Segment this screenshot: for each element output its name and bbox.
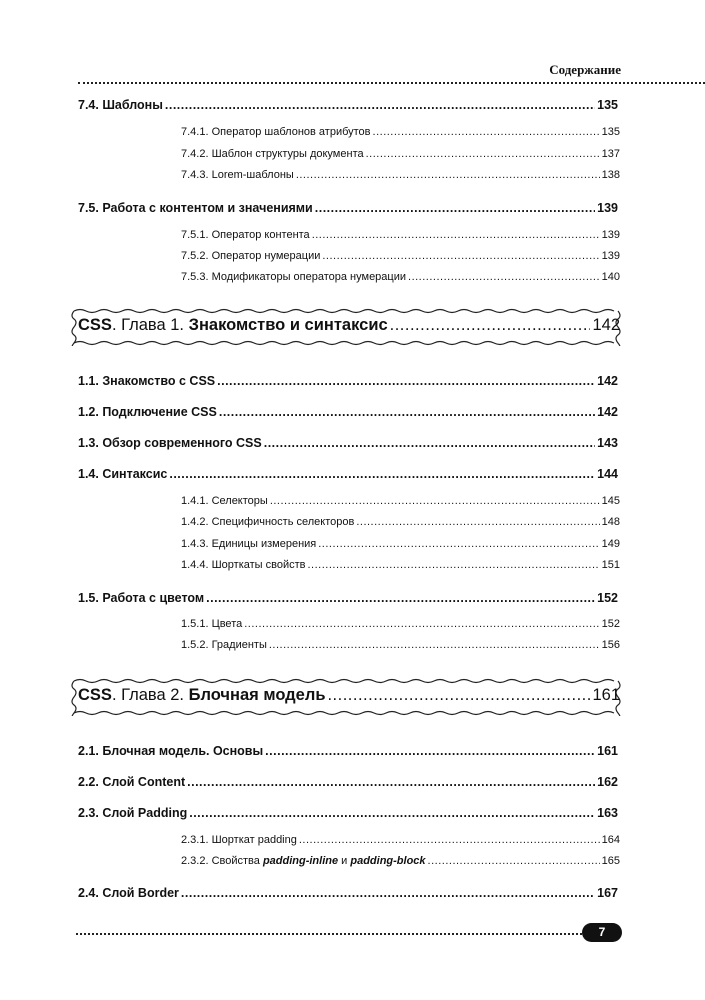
- chapter-title: Блочная модель: [188, 686, 326, 704]
- toc-entry-page: 142: [597, 374, 618, 388]
- toc-leader: [269, 639, 600, 651]
- toc-leader: [206, 591, 595, 605]
- page-number-badge: 7: [582, 923, 622, 942]
- toc-subentry-1-5-1[interactable]: [181, 618, 620, 630]
- toc-entry-page: 163: [597, 806, 618, 820]
- toc-subentry-title: 2.3.1. Шорткат padding: [181, 834, 297, 846]
- toc-subentry-1-4-4[interactable]: [181, 559, 620, 571]
- toc-entry-1-4[interactable]: [78, 467, 618, 481]
- toc-leader: [296, 169, 600, 181]
- toc-entry-page: 142: [597, 405, 618, 419]
- toc-entry-title: 7.4. Шаблоны: [78, 98, 163, 112]
- toc-subentry-page: 138: [601, 169, 620, 181]
- toc-subentry-page: 137: [601, 148, 620, 160]
- toc-entry-title: 7.5. Работа с контентом и значениями: [78, 201, 313, 215]
- toc-entry-title: 2.2. Слой Content: [78, 775, 186, 789]
- toc-entry-title: 1.5. Работа с цветом: [78, 591, 205, 605]
- toc-entry-page: 143: [597, 436, 618, 450]
- toc-subentry-2-3-2[interactable]: [181, 855, 620, 867]
- toc-entry-title: 1.4. Синтаксис: [78, 467, 168, 481]
- toc-leader: [299, 834, 600, 846]
- toc-entry-1-5[interactable]: [78, 591, 618, 605]
- toc-subentry-page: 148: [601, 516, 620, 528]
- toc-leader: [318, 538, 599, 550]
- toc-subentry-title: 1.5.1. Цвета: [181, 618, 243, 630]
- toc-subentry-page: 140: [601, 271, 620, 283]
- toc-leader: [219, 405, 595, 419]
- toc-subentry-7-5-3[interactable]: [181, 271, 620, 283]
- toc-entry-2-3[interactable]: [78, 806, 618, 820]
- toc-subentry-page: 164: [601, 834, 620, 846]
- chapter-label: . Глава 2.: [111, 686, 189, 704]
- toc-leader: [308, 559, 600, 571]
- toc-subentry-title: 7.4.2. Шаблон структуры документа: [181, 148, 364, 160]
- toc-subentry-title: 1.4.4. Шорткаты свойств: [181, 559, 306, 571]
- toc-subentry-page: 149: [601, 538, 620, 550]
- toc-leader: [373, 126, 600, 138]
- toc-subentry-page: 139: [601, 250, 620, 262]
- toc-subentry-title: 7.5.1. Оператор контента: [181, 229, 310, 241]
- toc-subentry-7-4-1[interactable]: [181, 126, 620, 138]
- toc-leader: [390, 316, 591, 335]
- toc-leader: [265, 744, 595, 758]
- toc-entry-page: 139: [597, 201, 618, 215]
- toc-entry-title: 1.3. Обзор современного CSS: [78, 436, 262, 450]
- toc-chapter-2[interactable]: [78, 686, 620, 705]
- chapter-lang: CSS: [78, 686, 112, 704]
- toc-subentry-title: 1.4.1. Селекторы: [181, 495, 268, 507]
- toc-entry-title: 2.1. Блочная модель. Основы: [78, 744, 264, 758]
- toc-leader: [187, 775, 595, 789]
- chapter-page: 161: [592, 686, 620, 704]
- toc-subentry-title: 7.5.2. Оператор нумерации: [181, 250, 321, 262]
- toc-subentry-7-4-3[interactable]: [181, 169, 620, 181]
- toc-subentry-7-5-2[interactable]: [181, 250, 620, 262]
- toc-subentry-title: [181, 855, 426, 867]
- toc-entry-title: 2.4. Слой Border: [78, 886, 179, 900]
- subentry-conjunction: и: [338, 855, 351, 867]
- toc-leader: [315, 201, 595, 215]
- toc-chapter-1[interactable]: [78, 316, 620, 335]
- toc-subentry-page: 156: [601, 639, 620, 651]
- property-name-padding-block: padding-block: [350, 855, 426, 867]
- toc-entry-7-4[interactable]: [78, 98, 618, 112]
- toc-entry-1-1[interactable]: [78, 374, 618, 388]
- property-name-padding-inline: padding-inline: [262, 855, 339, 867]
- toc-entry-title: 1.2. Подключение CSS: [78, 405, 217, 419]
- toc-leader: [322, 250, 599, 262]
- toc-entry-2-2[interactable]: [78, 775, 618, 789]
- chapter-title: Знакомство и синтаксис: [188, 316, 388, 334]
- chapter-lang: CSS: [78, 316, 112, 334]
- toc-entry-title: 1.1. Знакомство с CSS: [78, 374, 216, 388]
- toc-leader: [165, 98, 595, 112]
- toc-leader: [189, 806, 595, 820]
- toc-entry-page: 162: [597, 775, 618, 789]
- top-dotted-rule: [78, 82, 705, 84]
- running-head: Содержание: [549, 62, 621, 77]
- toc-subentry-1-4-2[interactable]: [181, 516, 620, 528]
- toc-subentry-2-3-1[interactable]: [181, 834, 620, 846]
- toc-subentry-7-4-2[interactable]: [181, 148, 620, 160]
- chapter-heading: [78, 686, 325, 705]
- toc-leader: [356, 516, 599, 528]
- toc-subentry-title: 7.4.1. Оператор шаблонов атрибутов: [181, 126, 371, 138]
- toc-subentry-7-5-1[interactable]: [181, 229, 620, 241]
- toc-entry-2-4[interactable]: [78, 886, 618, 900]
- subentry-prefix: 2.3.2. Свойства: [181, 855, 263, 867]
- chapter-label: . Глава 1.: [111, 316, 189, 334]
- toc-leader: [366, 148, 600, 160]
- toc-subentry-page: 165: [601, 855, 620, 867]
- chapter-page: 142: [592, 316, 620, 334]
- bottom-dotted-rule: [76, 933, 582, 935]
- toc-subentry-title: 1.5.2. Градиенты: [181, 639, 267, 651]
- toc-leader: [428, 855, 600, 867]
- toc-leader: [244, 618, 599, 630]
- toc-leader: [169, 467, 595, 481]
- toc-entry-page: 161: [597, 744, 618, 758]
- toc-subentry-title: 7.4.3. Lorem-шаблоны: [181, 169, 294, 181]
- toc-subentry-page: 135: [601, 126, 620, 138]
- toc-entry-page: 152: [597, 591, 618, 605]
- toc-entry-page: 167: [597, 886, 618, 900]
- toc-leader: [181, 886, 595, 900]
- toc-subentry-1-4-1[interactable]: [181, 495, 620, 507]
- toc-leader: [264, 436, 595, 450]
- toc-subentry-title: 1.4.3. Единицы измерения: [181, 538, 317, 550]
- toc-leader: [270, 495, 600, 507]
- toc-entry-7-5[interactable]: [78, 201, 618, 215]
- toc-entry-title: 2.3. Слой Padding: [78, 806, 188, 820]
- toc-leader: [217, 374, 595, 388]
- chapter-heading: [78, 316, 388, 335]
- toc-subentry-1-5-2[interactable]: [181, 639, 620, 651]
- toc-entry-1-2[interactable]: [78, 405, 618, 419]
- toc-leader: [312, 229, 600, 241]
- toc-entry-page: 135: [597, 98, 618, 112]
- toc-entry-page: 144: [597, 467, 618, 481]
- toc-leader: [327, 686, 590, 705]
- toc-subentry-1-4-3[interactable]: [181, 538, 620, 550]
- toc-subentry-title: 1.4.2. Специфичность селекторов: [181, 516, 355, 528]
- toc-subentry-title: 7.5.3. Модификаторы оператора нумерации: [181, 271, 407, 283]
- toc-subentry-page: 152: [601, 618, 620, 630]
- toc-leader: [408, 271, 600, 283]
- toc-entry-2-1[interactable]: [78, 744, 618, 758]
- toc-subentry-page: 145: [601, 495, 620, 507]
- toc-subentry-page: 139: [601, 229, 620, 241]
- toc-subentry-page: 151: [601, 559, 620, 571]
- toc-entry-1-3[interactable]: [78, 436, 618, 450]
